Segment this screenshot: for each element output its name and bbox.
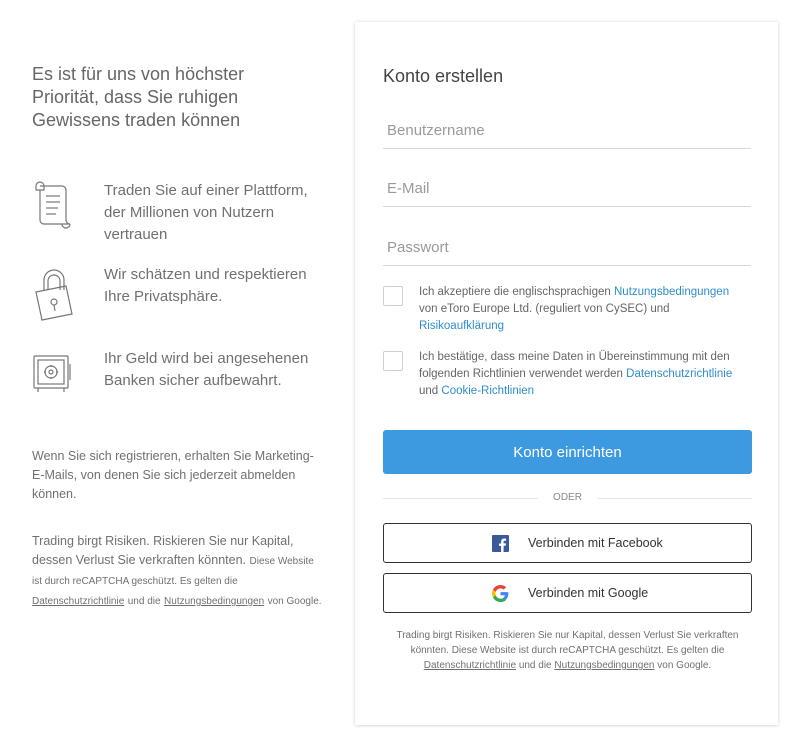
risk-disclosure-link[interactable]: Risikoaufklärung <box>419 320 505 332</box>
feature-safety-text: Ihr Geld wird bei angesehenen Banken sicher aufbewahrt. <box>104 350 309 389</box>
password-input[interactable] <box>383 229 751 265</box>
google-login-label: Verbinden mit Google <box>528 586 649 600</box>
google-icon <box>492 585 509 602</box>
terms-of-use-link[interactable]: Nutzungsbedingungen <box>614 286 730 298</box>
footer-privacy-link[interactable]: Datenschutzrichtlinie <box>423 660 517 671</box>
padlock-icon <box>32 264 74 314</box>
or-divider <box>383 490 752 506</box>
footer-from-google: von Google. <box>657 660 712 671</box>
risk-main-text: Trading birgt Risiken. Riskieren Sie nur Kapital, dessen Verlust Sie verkraften könnten. <box>32 534 294 567</box>
feature-privacy-text: Wir schätzen und respektieren Ihre Privatsphäre. <box>104 266 307 305</box>
feature-trust-text: Traden Sie auf einer Plattform, der Millionen von Nutzern vertrauen <box>104 182 308 243</box>
marketing-note: Wenn Sie sich registrieren, erhalten Sie Marketing-E-Mails, von denen Sie sich jederzeit abmelden können. <box>32 449 314 501</box>
facebook-login-button[interactable] <box>383 523 752 563</box>
page-headline: Es ist für uns von höchster Priorität, dass Sie ruhigen Gewissens traden können <box>32 64 245 130</box>
form-footer-disclaimer <box>385 628 750 673</box>
username-input[interactable] <box>383 112 751 148</box>
terms-link[interactable]: Nutzungsbedingungen <box>164 596 265 607</box>
create-account-button[interactable]: Konto einrichten <box>383 430 752 474</box>
or-label: ODER <box>553 492 582 503</box>
password-field <box>383 229 751 266</box>
privacy-consent-and: und <box>419 385 439 397</box>
risk-disclaimer <box>32 532 322 611</box>
safe-icon <box>32 348 74 398</box>
footer-text: Trading birgt Risiken. Riskieren Sie nur Kapital, dessen Verlust Sie verkraften könnten. Diese Website ist durch reCAPTCHA geschützt. Es gelten die <box>396 630 739 656</box>
feature-privacy <box>32 264 332 334</box>
cookie-policy-link[interactable]: Cookie-Richtlinien <box>441 385 535 397</box>
email-field <box>383 170 751 207</box>
and-text: und die <box>127 596 161 607</box>
privacy-policy-link[interactable]: Datenschutzrichtlinie <box>32 596 125 607</box>
facebook-login-label: Verbinden mit Facebook <box>528 536 663 550</box>
feature-safety <box>32 348 332 418</box>
terms-consent-prefix: Ich akzeptiere die englischsprachigen <box>419 286 611 298</box>
privacy-consent-prefix: Ich bestätige, dass meine Daten in Übereinstimmung mit den folgenden Richtlinien verwendet werden <box>419 351 730 380</box>
terms-consent-middle: von eToro Europe Ltd. (reguliert von CySEC) und <box>419 303 670 315</box>
privacy-consent-text <box>419 349 747 400</box>
privacy-policy-link[interactable]: Datenschutzrichtlinie <box>626 368 733 380</box>
facebook-icon <box>492 535 509 552</box>
from-google-text: von Google. <box>267 596 322 607</box>
terms-consent-text <box>419 284 747 335</box>
privacy-checkbox[interactable] <box>383 351 403 371</box>
footer-and-text: und die <box>518 660 552 671</box>
recaptcha-text: Diese Website ist durch reCAPTCHA geschützt. Es gelten die <box>32 556 314 587</box>
google-login-button[interactable] <box>383 573 752 613</box>
username-field <box>383 112 751 149</box>
form-title: Konto erstellen <box>383 66 504 86</box>
signup-card <box>355 22 778 725</box>
terms-checkbox[interactable] <box>383 286 403 306</box>
footer-terms-link[interactable]: Nutzungsbedingungen <box>554 660 655 671</box>
feature-trust <box>32 180 332 250</box>
divider-line-right <box>597 498 752 499</box>
scroll-icon <box>32 180 74 230</box>
email-input[interactable] <box>383 170 751 206</box>
